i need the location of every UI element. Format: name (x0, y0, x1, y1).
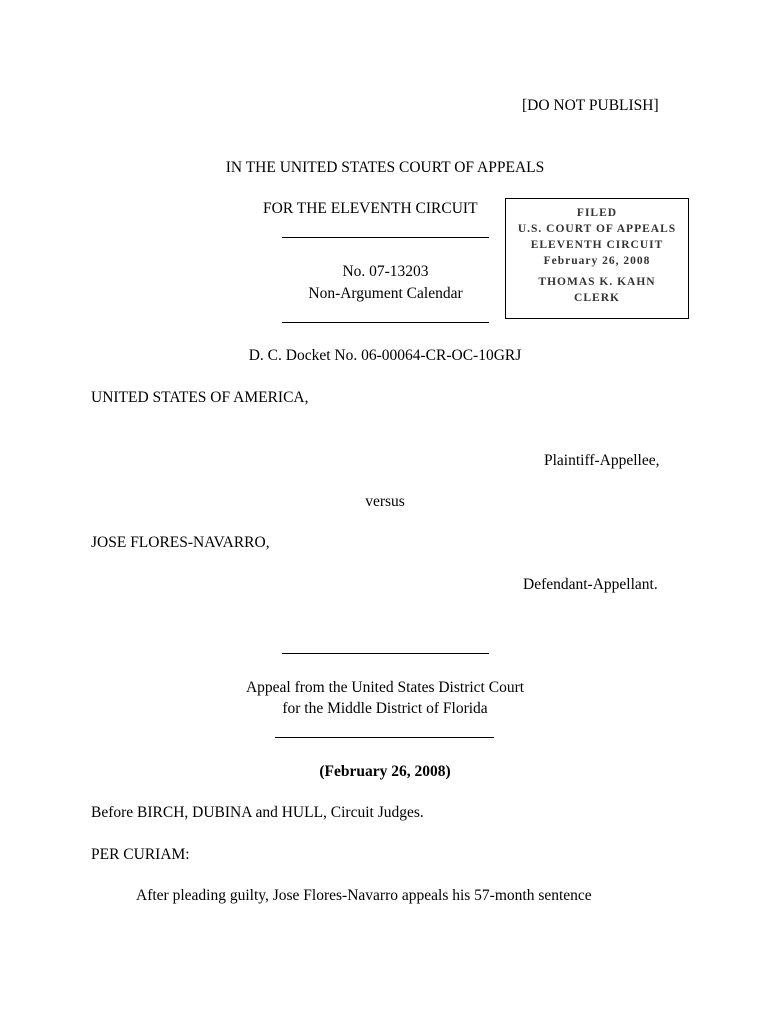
appeal-court: Appeal from the United States District Court (245, 679, 525, 696)
stamp-circuit: ELEVENTH CIRCUIT (530, 239, 664, 251)
filed-stamp (505, 198, 689, 319)
calendar-type: Non-Argument Calendar (308, 285, 463, 302)
stamp-date: February 26, 2008 (543, 255, 651, 267)
per-curiam: PER CURIAM: (91, 846, 190, 863)
publish-status: [DO NOT PUBLISH] (522, 97, 659, 114)
opinion-text: After pleading guilty, Jose Flores-Navarro appeals his 57-month sentence (136, 887, 592, 904)
decision-date: (February 26, 2008) (319, 763, 451, 780)
defendant-name: JOSE FLORES-NAVARRO, (91, 534, 270, 551)
plaintiff-role: Plaintiff-Appellee, (544, 452, 660, 469)
stamp-clerk-title: CLERK (574, 292, 620, 304)
versus: versus (365, 493, 405, 510)
case-number: No. 07-13203 (342, 263, 429, 280)
appeal-district: for the Middle District of Florida (282, 700, 488, 717)
circuit-name: FOR THE ELEVENTH CIRCUIT (263, 200, 478, 217)
divider-mid (282, 322, 489, 323)
stamp-filed: FILED (576, 207, 618, 219)
court-name: IN THE UNITED STATES COURT OF APPEALS (225, 159, 545, 176)
plaintiff-name: UNITED STATES OF AMERICA, (91, 389, 309, 406)
stamp-court: U.S. COURT OF APPEALS (517, 223, 677, 235)
divider-bottom (275, 737, 494, 738)
panel-judges: Before BIRCH, DUBINA and HULL, Circuit Judges. (91, 804, 424, 821)
divider-top (282, 237, 489, 238)
defendant-role: Defendant-Appellant. (523, 576, 658, 593)
divider-lower (282, 653, 489, 654)
stamp-clerk-name: THOMAS K. KAHN (538, 276, 656, 288)
docket-number: D. C. Docket No. 06-00064-CR-OC-10GRJ (248, 347, 522, 364)
